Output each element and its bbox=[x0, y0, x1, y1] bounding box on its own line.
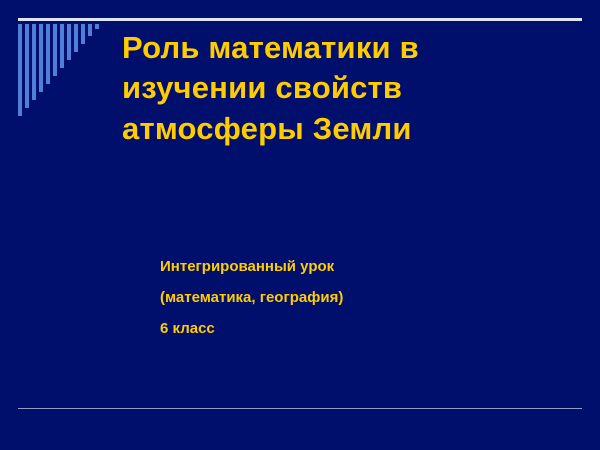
bottom-divider bbox=[18, 408, 582, 409]
decorative-stripes bbox=[18, 24, 100, 116]
subtitle-line-3: 6 класс bbox=[160, 319, 215, 337]
subtitle-line-1: Интегрированный урок bbox=[160, 258, 335, 275]
slide-title: Роль математики в изучении свойств атмосферы Земли bbox=[122, 30, 419, 146]
subtitle-line-2: (математика, география) bbox=[160, 288, 344, 306]
top-divider bbox=[18, 18, 582, 21]
slide-subtitle bbox=[160, 252, 560, 345]
